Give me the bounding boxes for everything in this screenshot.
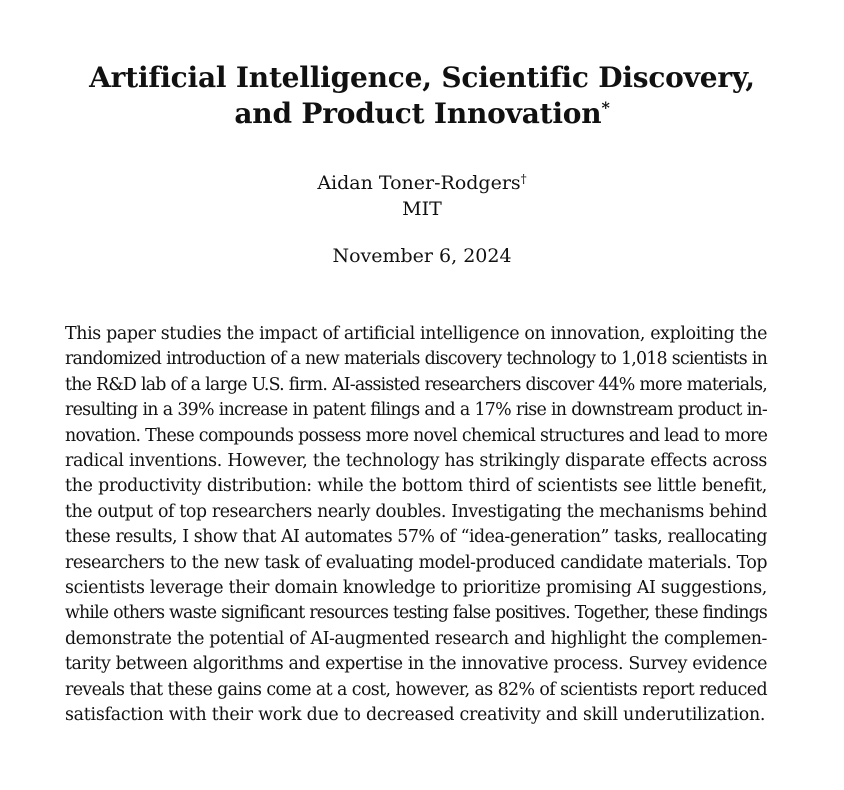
author-name-line [0,170,844,196]
author-block [0,170,844,222]
abstract-line: resulting in a 39% increase in patent filings and a 17% rise in downstream product in- [65,400,767,421]
abstract-line: reveals that these gains come at a cost, however, as 82% of scientists report reduced [65,679,767,700]
author-affiliation: MIT [402,198,442,220]
title-line-2 [0,96,844,132]
author-name: Aidan Toner-Rodgers [317,172,521,194]
abstract [65,322,767,729]
title-footnote-mark: * [601,98,610,117]
abstract-line: novation. These compounds possess more novel chemical structures and lead to more [65,425,768,446]
abstract-line: these results, I show that AI automates 57% of “idea-generation” tasks, reallocating [65,527,767,548]
paper-date: November 6, 2024 [332,245,512,267]
abstract-line: the productivity distribution: while the bottom third of scientists see little benefit, [65,476,767,497]
paper-title [0,60,844,132]
abstract-line: tarity between algorithms and expertise in the innovative process. Survey evidence [65,654,767,675]
abstract-line: This paper studies the impact of artificial intelligence on innovation, exploiting the [65,324,768,344]
author-footnote-mark: † [520,172,527,186]
abstract-line: satisfaction with their work due to decreased creativity and skill underutilization. [65,705,766,726]
title-line-2-text: and Product Innovation [234,97,602,130]
abstract-line: radical inventions. However, the technology has strikingly disparate effects across [65,451,767,472]
abstract-line: randomized introduction of a new materials discovery technology to 1,018 scientists in [65,349,767,370]
abstract-line: scientists leverage their domain knowledge to prioritize promising AI suggestions, [65,578,767,599]
abstract-line: demonstrate the potential of AI-augmented research and highlight the complemen- [65,628,767,649]
abstract-line: the R&D lab of a large U.S. firm. AI-assisted researchers discover 44% more materials, [65,374,767,395]
abstract-line: the output of top researchers nearly doubles. Investigating the mechanisms behind [65,501,767,522]
title-line-1: Artificial Intelligence, Scientific Discovery, [89,61,755,94]
abstract-line: while others waste significant resources testing false positives. Together, these findings [65,603,767,624]
abstract-line: researchers to the new task of evaluating model-produced candidate materials. Top [65,552,767,573]
